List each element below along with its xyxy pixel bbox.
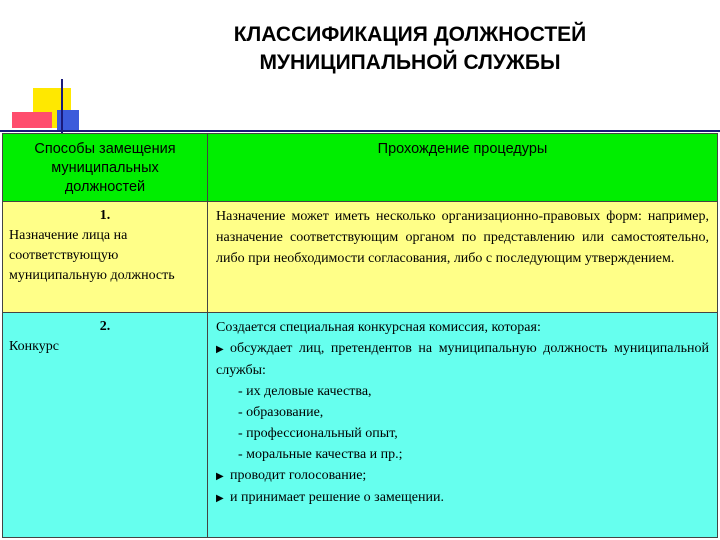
row1-procedure-text: Назначение может иметь несколько организационно-правовых форм: например, назначение соответствующим органом по представлению или самостоятельно, либо при необходимости согласования, либо с последующим утверждением. <box>216 209 709 266</box>
table-header-procedure: Прохождение процедуры <box>207 133 718 202</box>
row2-sub-item: - образование, <box>238 405 324 420</box>
decorative-red-bar <box>12 112 52 128</box>
table-row2-procedure <box>207 312 718 538</box>
row2-sub-item: - моральные качества и пр.; <box>238 447 403 462</box>
table-header-method: Способы замещения муниципальных должностей <box>2 133 208 202</box>
row1-number: 1. <box>99 208 111 223</box>
row2-bullet-item: ▶ обсуждает лиц, претендентов на муниципальную должность муниципальной службы: <box>216 341 709 378</box>
arrowhead-bullet-icon: ▶ <box>216 344 224 355</box>
row2-number: 2. <box>99 319 111 334</box>
row2-sub-item: - профессиональный опыт, <box>238 426 398 441</box>
page-title-line2: МУНИЦИПАЛЬНОЙ СЛУЖБЫ <box>259 51 561 74</box>
table-row2-method <box>2 312 208 538</box>
row2-intro: Создается специальная конкурсная комиссия, которая: <box>216 320 541 335</box>
row2-bullet-item: ▶ проводит голосование; <box>216 465 709 487</box>
table-row1-method <box>2 201 208 313</box>
row2-bullet-item: ▶ и принимает решение о замещении. <box>216 487 709 509</box>
row2-sub-item: - их деловые качества, <box>238 384 372 399</box>
table-row1-procedure <box>207 201 718 313</box>
decorative-horizontal-line <box>0 130 720 132</box>
page-title-line1: КЛАССИФИКАЦИЯ ДОЛЖНОСТЕЙ <box>233 23 587 46</box>
arrowhead-bullet-icon: ▶ <box>216 493 224 504</box>
arrowhead-bullet-icon: ▶ <box>216 471 224 482</box>
row2-method-text: Конкурс <box>9 339 59 354</box>
row1-method-text: Назначение лица на соответствующую муниципальную должность <box>9 228 175 283</box>
